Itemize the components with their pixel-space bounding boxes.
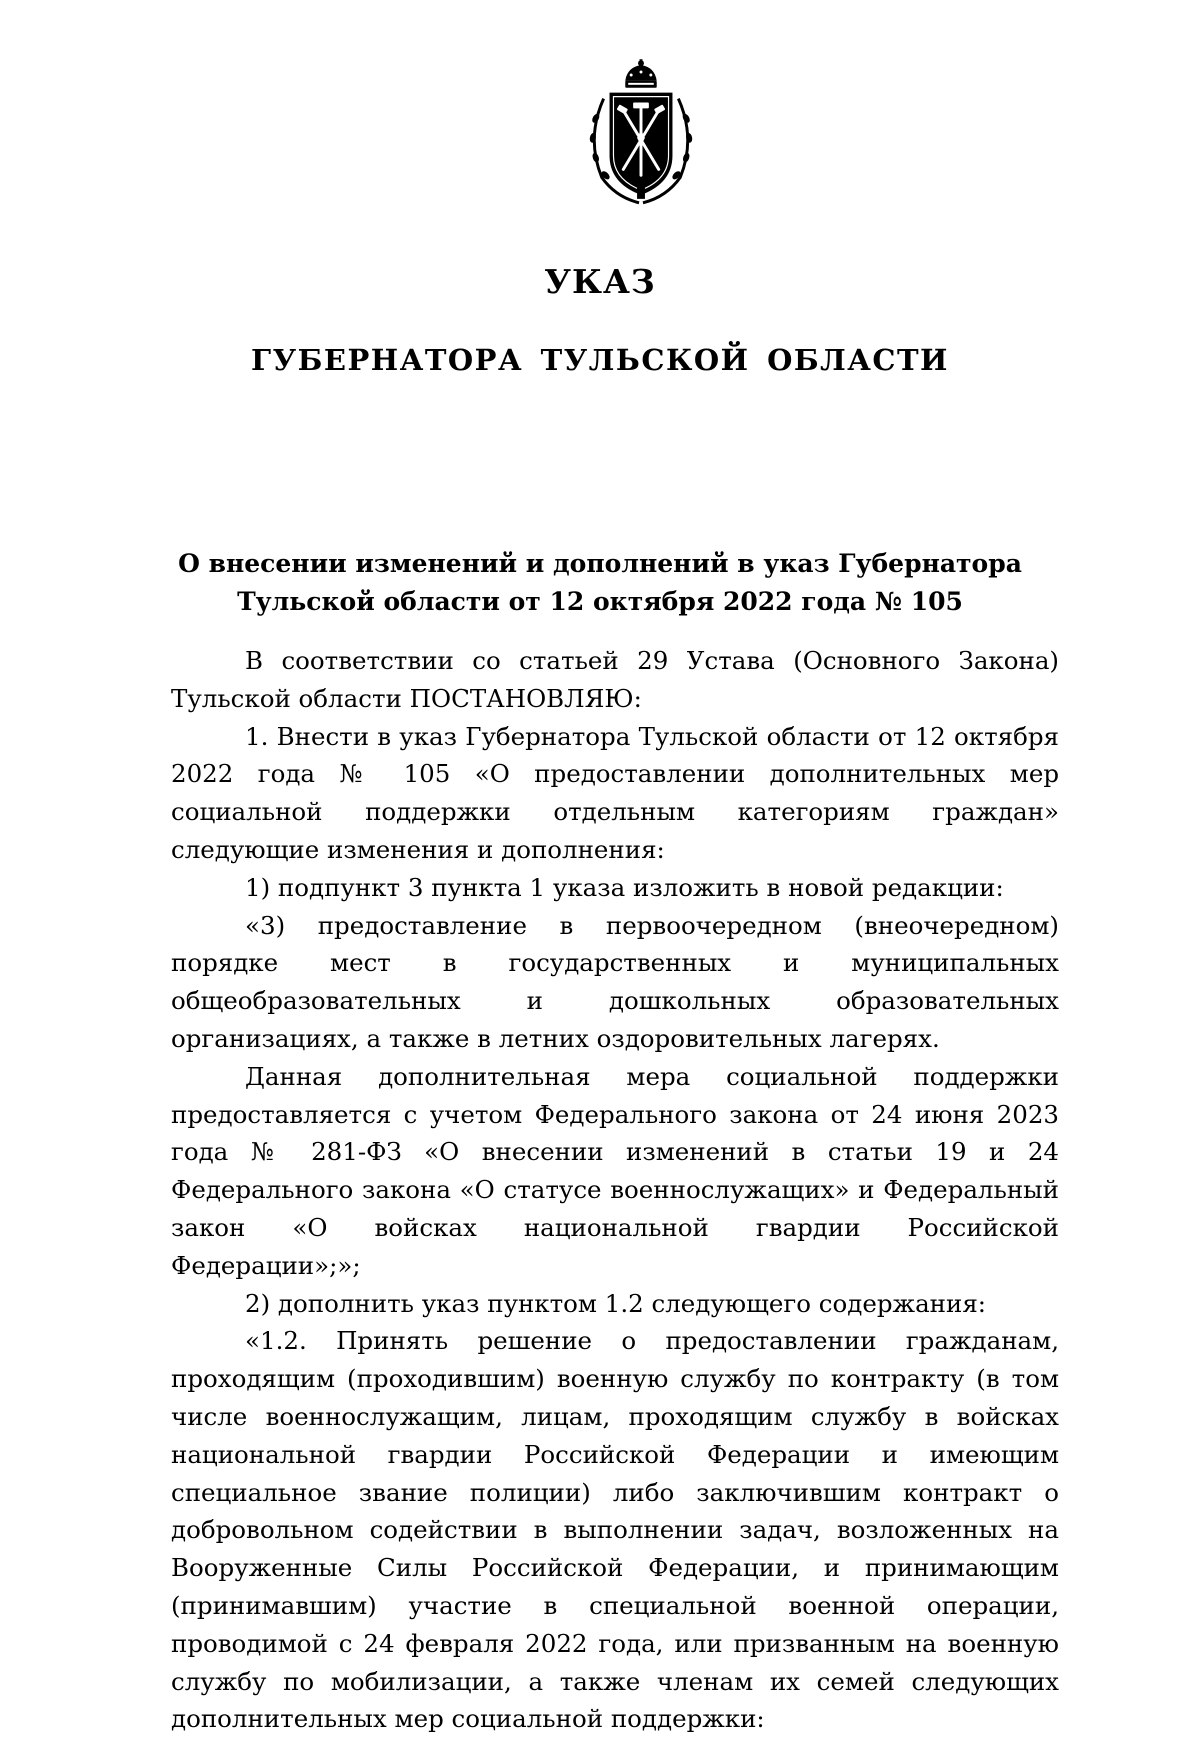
document-heading bbox=[150, 545, 1050, 621]
issuer-title: ГУБЕРНАТОРА ТУЛЬСКОЙ ОБЛАСТИ bbox=[251, 343, 949, 377]
heading-line-2: Тульской области от 12 октября 2022 года № 105 bbox=[237, 587, 963, 616]
paragraph: В соответствии со статьей 29 Устава (Основного Закона) Тульской области ПОСТАНОВЛЯЮ: bbox=[171, 646, 1059, 713]
paragraph: 2) дополнить указ пунктом 1.2 следующего содержания: bbox=[245, 1288, 987, 1318]
paragraph: Данная дополнительная мера социальной поддержки предоставляется с учетом Федерального закона от 24 июня 2023 года № 281-ФЗ «О внесении изменений в статьи 19 и 24 Федерального закона «О статусе военнослужащих» и Федеральный закон «О войсках национальной гвардии Российской Федерации»;»; bbox=[171, 1061, 1059, 1280]
paragraph: «1.2. Принять решение о предоставлении гражданам, проходящим (проходившим) военную службу по контракту (в том числе военнослужащим, лицам, проходящим службу в войсках национальной гвардии Российской Федерации и имеющим специальное звание полиции) либо заключившим контракт о добровольном содействии в выполнении задач, возложенных на Вооруженные Силы Российской Федерации, и принимающим (принимавшим) участие в специальной военной операции, проводимой с 24 февраля 2022 года, или призванным на военную службу по мобилизации, а также членам их семей следующих дополнительных мер социальной поддержки: bbox=[171, 1326, 1059, 1734]
tula-coat-of-arms-icon bbox=[582, 58, 700, 208]
heading-line-1: О внесении изменений и дополнений в указ Губернатора bbox=[178, 549, 1022, 578]
paragraph: «3) предоставление в первоочередном (внеочередном) порядке мест в государственных и муниципальных общеобразовательных и дошкольных образовательных организациях, а также в летних оздоровительных лагерях. bbox=[171, 910, 1059, 1053]
document-type-title: УКАЗ bbox=[544, 262, 656, 301]
paragraph: 1. Внести в указ Губернатора Тульской области от 12 октября 2022 года № 105 «О предоставлении дополнительных мер социальной поддержки отдельным категориям граждан» следующие изменения и дополнения: bbox=[171, 721, 1059, 864]
paragraph: 1) подпункт 3 пункта 1 указа изложить в новой редакции: bbox=[245, 872, 1004, 902]
document-body bbox=[171, 642, 1059, 1738]
